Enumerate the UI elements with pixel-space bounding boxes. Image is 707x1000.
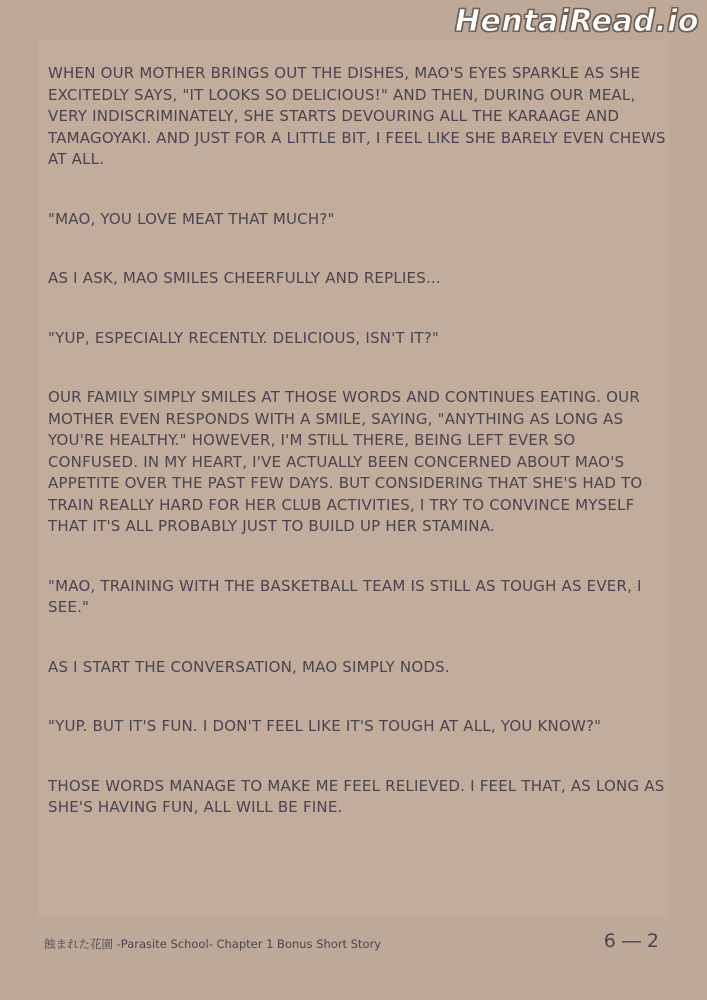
paragraph: "YUP, ESPECIALLY RECENTLY. DELICIOUS, ISN'T IT?" <box>48 328 440 347</box>
story-text <box>48 63 668 857</box>
paragraph: "MAO, YOU LOVE MEAT THAT MUCH?" <box>48 209 335 228</box>
paragraph: WHEN OUR MOTHER BRINGS OUT THE DISHES, MAO'S EYES SPARKLE AS SHE EXCITEDLY SAYS, "IT LOOKS SO DELICIOUS!" AND THEN, DURING OUR MEAL, VERY INDISCRIMINATELY, SHE STARTS DEVOURING ALL THE KARAAGE AND TAMAGOYAKI. AND JUST FOR A LITTLE BIT, I FEEL LIKE SHE BARELY EVEN CHEWS AT ALL. <box>48 64 666 168</box>
paragraph: AS I ASK, MAO SMILES CHEERFULLY AND REPLIES... <box>48 269 441 287</box>
paragraph: "MAO, TRAINING WITH THE BASKETBALL TEAM IS STILL AS TOUGH AS EVER, I SEE." <box>48 576 642 616</box>
paragraph: OUR FAMILY SIMPLY SMILES AT THOSE WORDS AND CONTINUES EATING. OUR MOTHER EVEN RESPONDS WITH A SMILE, SAYING, "ANYTHING AS LONG AS YOU'RE HEALTHY." HOWEVER, I'M STILL THERE, BEING LEFT EVER SO CONFUSED. IN MY HEART, I'VE ACTUALLY BEEN CONCERNED ABOUT MAO'S APPETITE OVER THE PAST FEW DAYS. BUT CONSIDERING THAT SHE'S HAD TO TRAIN REALLY HARD FOR HER CLUB ACTIVITIES, I TRY TO CONVINCE MYSELF THAT IT'S ALL PROBABLY JUST TO BUILD UP HER STAMINA. <box>48 388 643 535</box>
paragraph: THOSE WORDS MANAGE TO MAKE ME FEEL RELIEVED. I FEEL THAT, AS LONG AS SHE'S HAVING FUN, ALL WILL BE FINE. <box>48 776 665 816</box>
paragraph: AS I START THE CONVERSATION, MAO SIMPLY NODS. <box>48 657 450 676</box>
page-number: 6 ― 2 <box>603 930 659 952</box>
footer-title: 蝕まれた花園 -Parasite School- Chapter 1 Bonus Short Story <box>44 937 382 951</box>
watermark-logo: HentaiRead.io <box>454 4 699 39</box>
paragraph: "YUP. BUT IT'S FUN. I DON'T FEEL LIKE IT'S TOUGH AT ALL, YOU KNOW?" <box>48 717 602 735</box>
